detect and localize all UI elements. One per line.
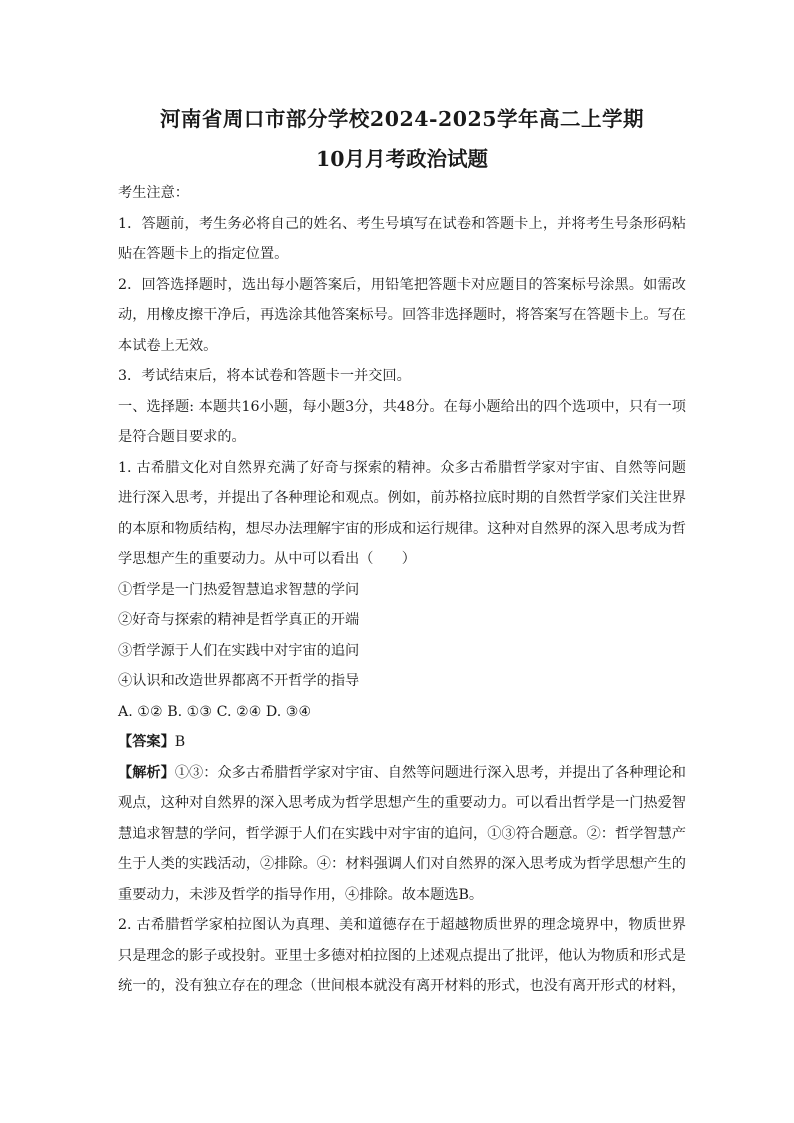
notice-item-1: 1．答题前，考生务必将自己的姓名、考生号填写在试卷和答题卡上，并将考生号条形码粘贴在答题卡上的指定位置。 — [118, 215, 686, 262]
question-1-option-4: ④认识和改造世界都离不开哲学的指导 — [118, 673, 360, 689]
question-1-choices: A. ①② B. ①③ C. ②④ D. ③④ — [118, 703, 312, 720]
question-1-option-3: ③哲学源于人们在实践中对宇宙的追问 — [118, 642, 360, 659]
notice-item-2: 2．回答选择题时，选出每小题答案后，用铅笔把答题卡对应题目的答案标号涂黑。如需改动，用橡皮擦干净后，再选涂其他答案标号。回答非选择题时，将答案写在答题卡上。写在本试卷上无效。 — [118, 276, 686, 354]
notice-heading: 考生注意： — [118, 185, 189, 201]
document-title-line-2: 10月月考政治试题 — [315, 147, 489, 171]
document-title-line-1: 河南省周口市部分学校2024-2025学年高二上学期 — [159, 107, 645, 131]
question-1-option-1: ①哲学是一门热爱智慧追求智慧的学问 — [118, 581, 360, 598]
answer-value: B — [174, 734, 186, 750]
question-1-option-2: ②好奇与探索的精神是哲学真正的开端 — [118, 612, 360, 628]
question-1-answer — [118, 727, 686, 758]
question-2-stem: 2. 古希腊哲学家柏拉图认为真理、美和道德存在于超越物质世界的理念境界中，物质世界只是理念的影子或投射。亚里士多德对柏拉图的上述观点提出了批评，他认为物质和形式是统一的，没有独立存在的理念（世间根本就没有离开材料的形式，也没有离开形式的材料， — [118, 917, 686, 994]
answer-label: 【答案】 — [118, 734, 175, 750]
section-heading-choice: 一、选择题: 本题共16小题，每小题3分，共48分。在每小题给出的四个选项中，只有一项是符合题目要求的。 — [118, 398, 686, 445]
question-1-stem: 1. 古希腊文化对自然界充满了好奇与探索的精神。众多古希腊哲学家对宇宙、自然等问题进行深入思考，并提出了各种理论和观点。例如，前苏格拉底时期的自然哲学家们关注世界的本原和物质结构，想尽办法理解宇宙的形成和运行规律。这种对自然界的深入思考成为哲学思想产生的重要动力。从中可以看出（ ） — [118, 459, 686, 567]
question-1-analysis — [118, 758, 686, 911]
notice-item-3: 3．考试结束后，将本试卷和答题卡一并交回。 — [118, 368, 411, 384]
analysis-label: 【解析】 — [118, 764, 175, 781]
analysis-text: ①③：众多古希腊哲学家对宇宙、自然等问题进行深入思考，并提出了各种理论和观点，这种对自然界的深入思考成为哲学思想产生的重要动力。可以看出哲学是一门热爱智慧追求智慧的学问，哲学源于人们在实践中对宇宙的追问，①③符合题意。②：哲学智慧产生于人类的实践活动，②排除。④：材料强调人们对自然界的深入思考成为哲学思想产生的重要动力，未涉及哲学的指导作用，④排除。故本题选B。 — [118, 764, 686, 903]
